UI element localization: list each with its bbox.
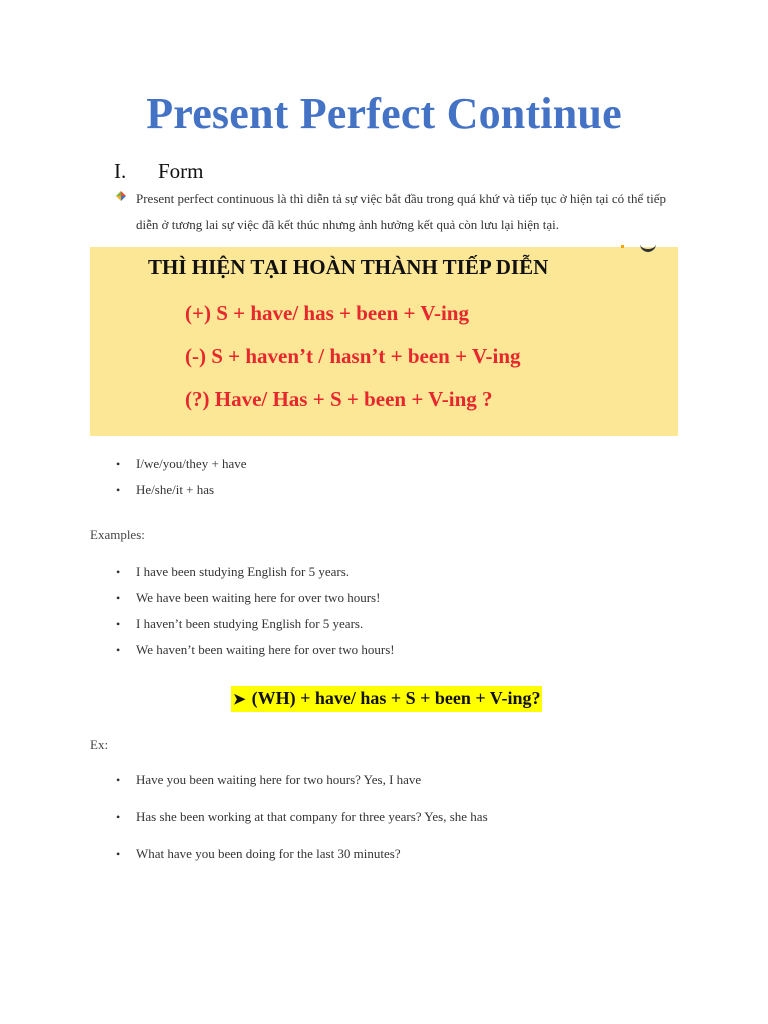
list-item: • I/we/you/they + have	[116, 455, 247, 481]
page-title: Present Perfect Continue	[146, 89, 622, 138]
decorative-curve	[640, 241, 656, 252]
subject-rules-list	[116, 455, 247, 507]
list-item: • He/she/it + has	[116, 481, 247, 507]
wh-formula	[231, 686, 542, 712]
formula-negative: (-) S + haven’t / hasn’t + been + V-ing	[185, 344, 521, 368]
formula-box	[90, 247, 678, 436]
wh-formula-text: (WH) + have/ has + S + been + V-ing?	[251, 688, 541, 708]
formula-affirmative: (+) S + have/ has + been + V-ing	[185, 301, 469, 325]
section-heading-label: Form	[158, 159, 204, 183]
list-item: • Has she been working at that company for three years? Yes, she has	[116, 808, 488, 845]
questions-list	[116, 771, 488, 882]
list-item: • Have you been waiting here for two hours? Yes, I have	[116, 771, 488, 808]
list-item: • What have you been doing for the last 30 minutes?	[116, 845, 488, 882]
section-number: I.	[114, 159, 127, 183]
formula-box-title: THÌ HIỆN TẠI HOÀN THÀNH TIẾP DIỄN	[148, 255, 549, 279]
ex-label: Ex:	[90, 737, 109, 752]
list-item: • I have been studying English for 5 years.	[116, 563, 395, 589]
color-arrow-bullet-icon	[116, 191, 126, 201]
decorative-dot	[621, 245, 624, 248]
examples-list	[116, 563, 395, 667]
examples-label: Examples:	[90, 527, 145, 542]
intro-paragraph	[116, 186, 676, 238]
formula-question: (?) Have/ Has + S + been + V-ing ?	[185, 387, 493, 411]
list-item: • We haven’t been waiting here for over two hours!	[116, 641, 395, 667]
list-item: • I haven’t been studying English for 5 years.	[116, 615, 395, 641]
section-heading	[114, 159, 204, 184]
list-item: • We have been waiting here for over two hours!	[116, 589, 395, 615]
arrow-bullet-icon: ➤	[233, 692, 246, 708]
intro-text: Present perfect continuous là thì diễn tả sự việc bắt đầu trong quá khứ và tiếp tục ở hiện tại có thể tiếp diễn ở tương lai sự việc đã kết thúc nhưng ảnh hưởng kết quả còn lưu lại hiện tại.	[136, 191, 666, 232]
